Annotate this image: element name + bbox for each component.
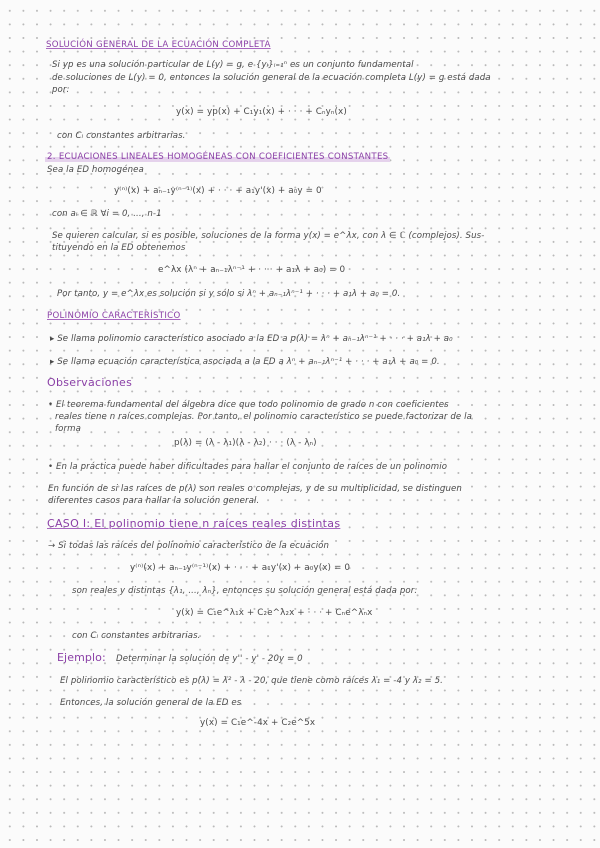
text-line: con aᵢ ∈ ℝ ∀i = 0, ..., n-1 <box>52 209 162 219</box>
text-line: Determinar la solución de y'' - y' - 20y = 0 <box>116 654 303 664</box>
section-title-characteristic-polynomial: POLINOMIO CARACTERÍSTICO <box>47 311 181 321</box>
text-line: Sea la ED homogénea <box>47 165 144 175</box>
text-line: Entonces, la solución general de la ED es <box>60 698 242 708</box>
example-label: Ejemplo: <box>57 651 106 664</box>
text-line: reales tiene n raíces complejas. Por tanto, el polinomio característico se puede factorizar de la <box>55 412 473 422</box>
text-line: tituyendo en la ED obtenemos <box>52 243 186 253</box>
text-line: Por tanto, y = e^λx es solución si y sólo si λⁿ + aₙ₋₁λⁿ⁻¹ + · · · + a₁λ + a₀ = 0. <box>57 289 401 299</box>
text-line: Si yp es una solución particular de L(y) = g, e {yᵢ}ᵢ₌₁ⁿ es un conjunto fundamental <box>52 60 414 70</box>
section-title-homogeneous: 2. ECUACIONES LINEALES HOMOGÉNEAS CON COEFICIENTES CONSTANTES <box>47 152 389 162</box>
text-line: con Cᵢ constantes arbitrarias. <box>57 131 186 141</box>
text-line: por: <box>52 85 70 95</box>
text-line: El polinomio característico es p(λ) = λ² - λ - 20, que tiene como raíces λ₁ = -4 y λ₂ = 5. <box>60 676 443 686</box>
text-line: • El teorema fundamental del álgebra dice que todo polinomio de grado n con coeficientes <box>48 400 449 410</box>
text-line: diferentes casos para hallar la solución general. <box>48 496 260 506</box>
text-line: Se quieren calcular, si es posible, soluciones de la forma y(x) = e^λx, con λ ∈ ℂ (complejos). Sus- <box>52 231 485 241</box>
section-title-observations: Observaciones <box>47 376 133 389</box>
text-line: ▸ Se llama polinomio característico asociado a la ED a p(λ) = λⁿ + aₙ₋₁λⁿ⁻¹ + · · · + a₁λ + a₀ <box>50 334 453 344</box>
section-title-general-solution: SOLUCIÓN GENERAL DE LA ECUACIÓN COMPLETA <box>46 40 271 50</box>
equation-substitution: e^λx (λⁿ + aₙ₋₁λⁿ⁻¹ + · · · + a₁λ + a₀) = 0 <box>158 265 346 275</box>
text-line: En función de si las raíces de p(λ) son reales o complejas, y de su multiplicidad, se distinguen <box>48 484 462 494</box>
text-line: → Si todas las raíces del polinomio característico de la ecuación <box>48 541 330 551</box>
section-title-case-one: CASO I: El polinomio tiene n raíces reales distintas <box>47 517 341 530</box>
equation-general-solution: y(x) = yp(x) + C₁y₁(x) + · · · + Cₙyₙ(x) <box>176 107 347 117</box>
text-line: • En la práctica puede haber dificultades para hallar el conjunto de raíces de un polinomio <box>48 462 448 472</box>
text-line: son reales y distintas {λ₁, ..., λₙ}, entonces su solución general está dada por: <box>72 586 418 596</box>
text-line: ▸ Se llama ecuación característica asociada a la ED a λⁿ + aₙ₋₁λⁿ⁻¹ + · · · + a₁λ + a₀ = 0. <box>50 357 440 367</box>
equation-case-one-solution: y(x) = C₁e^λ₁x + C₂e^λ₂x + · · · + Cₙe^λₙx <box>176 608 373 618</box>
text-line: forma <box>55 424 81 434</box>
text-line: de soluciones de L(y) = 0, entonces la solución general de la ecuación completa L(y) = g está dada <box>52 73 491 83</box>
equation-homogeneous-ed: y⁽ⁿ⁾(x) + aₙ₋₁y⁽ⁿ⁻¹⁾(x) + · · · + a₁y'(x) + a₀y = 0 <box>114 186 322 196</box>
text-line: con Cᵢ constantes arbitrarias. <box>72 631 201 641</box>
equation-factorization: p(λ) = (λ - λ₁)(λ - λ₂) · · · (λ - λₙ) <box>174 438 317 448</box>
equation-case-one-ed: y⁽ⁿ⁾(x) + aₙ₋₁y⁽ⁿ⁻¹⁾(x) + · · · + a₁y'(x) + a₀y(x) = 0 <box>130 563 351 573</box>
equation-example-solution: y(x) = C₁e^-4x + C₂e^5x <box>200 718 316 728</box>
